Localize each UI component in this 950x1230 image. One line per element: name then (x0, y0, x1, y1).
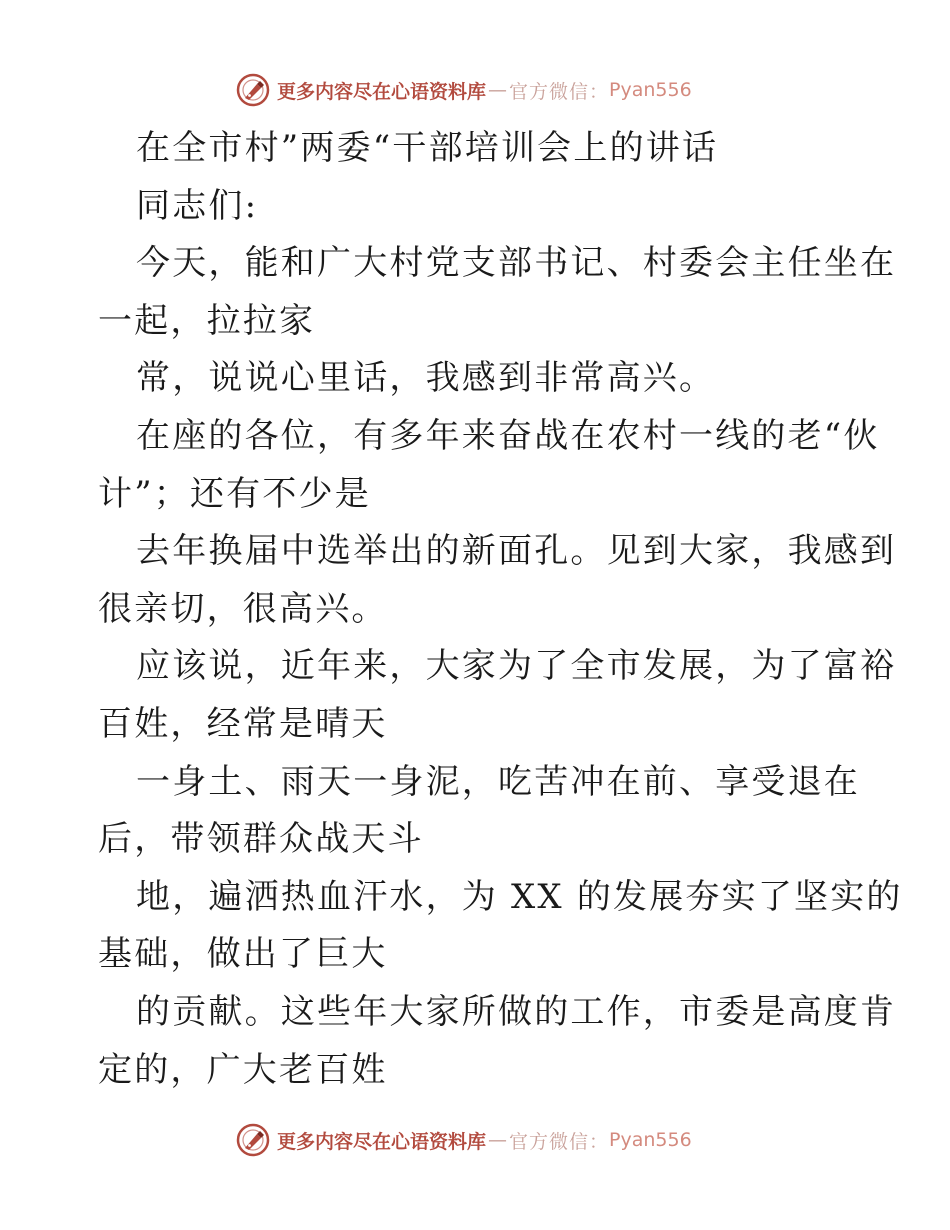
banner-separator: — (488, 79, 508, 101)
paragraph-line: 一起，拉拉家 (98, 300, 316, 341)
paragraph-line: 百姓，经常是晴天 (98, 703, 388, 744)
header-banner (235, 70, 735, 110)
footer-banner (235, 1120, 735, 1160)
paragraph-line: 一身土、雨天一身泥，吃苦冲在前、享受退在 (136, 761, 860, 802)
paragraph-line: 很亲切，很高兴。 (98, 588, 388, 629)
banner-separator: — (488, 1129, 508, 1151)
paragraph-line: 后，带领群众战天斗 (98, 819, 424, 860)
paragraph-line: 定的，广大老百姓 (98, 1049, 388, 1090)
banner-brand-text: 更多内容尽在心语资料库 (277, 1130, 487, 1153)
paragraph-line: 地，遍洒热血汗水，为 XX 的发展夯实了坚实的 (136, 876, 903, 917)
paragraph-line: 计”；还有不少是 (98, 473, 371, 514)
paragraph-line: 应该说，近年来，大家为了全市发展，为了富裕 (136, 646, 897, 687)
pen-nib-logo-icon (235, 72, 271, 108)
paragraph-line: 今天，能和广大村党支部书记、村委会主任坐在 (136, 243, 897, 284)
pen-nib-logo-icon (235, 1122, 271, 1158)
paragraph-line: 在座的各位，有多年来奋战在农村一线的老“伙 (136, 415, 880, 456)
banner-wechat-id: Pyan556 (609, 1129, 692, 1151)
paragraph-line: 常，说说心里话，我感到非常高兴。 (136, 358, 716, 399)
paragraph-line: 去年换届中选举出的新面孔。见到大家，我感到 (136, 531, 897, 572)
paragraph-line: 的贡献。这些年大家所做的工作，市委是高度肯 (136, 991, 897, 1032)
banner-wechat-label: 官方微信： (509, 80, 610, 103)
document-title: 在全市村”两委“干部培训会上的讲话 (136, 128, 719, 168)
banner-wechat-label: 官方微信： (509, 1130, 610, 1153)
document-body (98, 120, 903, 1099)
paragraph-line: 同志们: (136, 185, 259, 226)
banner-brand-text: 更多内容尽在心语资料库 (277, 80, 487, 103)
paragraph-line: 基础，做出了巨大 (98, 934, 388, 975)
banner-wechat-id: Pyan556 (609, 79, 692, 101)
